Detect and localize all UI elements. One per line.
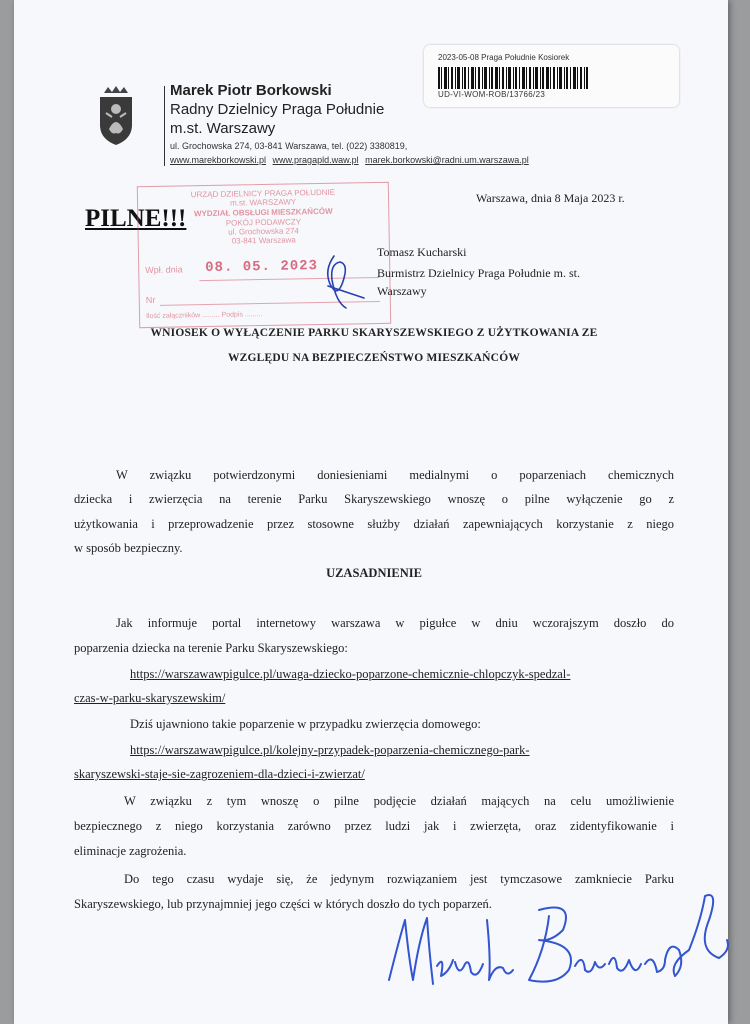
stamp-line: WYDZIAŁ OBSŁUGI MIESZKAŃCÓW xyxy=(193,206,333,219)
barcode-icon xyxy=(438,67,588,89)
paragraph-line: użytkowania i przeprowadzenie przez stosowne służby działań zapewniających korzystanie z niego xyxy=(74,517,674,531)
paragraph-line: w sposób bezpieczny. xyxy=(74,541,183,555)
paragraph-line: poparzenia dziecka na terenie Parku Skaryszewskiego: xyxy=(74,641,348,655)
section-heading: UZASADNIENIE xyxy=(326,566,422,580)
header-divider xyxy=(164,86,165,166)
subject-line1: WNIOSEK O WYŁĄCZENIE PARKU SKARYSZEWSKIEGO Z UŻYTKOWANIA ZE xyxy=(150,327,598,339)
subject-line2: WZGLĘDU NA BEZPIECZEŃSTWO MIESZKAŃCÓW xyxy=(227,352,521,364)
recipient-name: Tomasz Kucharski xyxy=(377,245,467,259)
paragraph-line: Jak informuje portal internetowy warszawa w pigułce w dniu wczorajszym doszło do xyxy=(116,616,674,630)
date-line: Warszawa, dnia 8 Maja 2023 r. xyxy=(476,191,625,205)
stamp-line: m.st. WARSZAWY xyxy=(229,197,297,208)
recipient-title: Burmistrz Dzielnicy Praga Południe m. st. xyxy=(377,266,580,280)
paragraph-line: W związku z tym wnoszę o pilne podjęcie działań mających na celu umożliwienie xyxy=(124,794,674,808)
email-link[interactable]: marek.borkowski@radni.um.warszawa.pl xyxy=(365,155,529,165)
stamp-date: 08. 05. 2023 xyxy=(205,258,319,277)
article-link-1[interactable]: https://warszawawpigulce.pl/uwaga-dziecko-poparzone-chemicznie-chlopczyk-spedzal- xyxy=(130,667,571,681)
stamp-line: URZĄD DZIELNICY PRAGA POŁUDNIE xyxy=(190,187,336,200)
registration-number: UD-VI-WOM-ROB/13766/23 xyxy=(438,90,546,99)
urgent-label: PILNE!!! xyxy=(85,205,187,232)
paragraph-line: bezpiecznego z niego korzystania zarówno przez ludzi jak i zwierzęta, oraz zidentyfikowanie i xyxy=(74,819,674,833)
paragraph-line: eliminacje zagrożenia. xyxy=(74,844,187,858)
stamp-footer: Ilość załączników ......... Podpis ......... xyxy=(145,311,263,321)
paragraph-line: W związku potwierdzonymi doniesieniami medialnymi o poparzeniach chemicznych xyxy=(116,468,674,482)
stamp-line: POKÓJ PODAWCZY xyxy=(225,217,302,228)
website-link[interactable]: www.marekborkowski.pl xyxy=(170,155,267,165)
paragraph-line: Skaryszewskiego, lub przynajmniej jego części w których doszło do tych poparzeń. xyxy=(74,897,492,911)
registration-sticker xyxy=(424,45,679,107)
warsaw-coat-of-arms-icon xyxy=(94,85,138,147)
article-link-2-cont[interactable]: skaryszewski-staje-sie-zagrozeniem-dla-dzieci-i-zwierzat/ xyxy=(74,767,365,781)
article-link-1-cont[interactable]: czas-w-parku-skaryszewskim/ xyxy=(74,691,226,705)
sender-address: ul. Grochowska 274, 03-841 Warszawa, tel. (022) 3380819, xyxy=(170,141,408,151)
stamp-received-label: Wpł. dnia xyxy=(145,264,183,276)
sticker-info: 2023-05-08 Praga Południe Kosiorek xyxy=(438,53,570,62)
article-link-2[interactable]: https://warszawawpigulce.pl/kolejny-przypadek-poparzenia-chemicznego-park- xyxy=(130,743,530,757)
sender-name: Marek Piotr Borkowski xyxy=(170,82,332,99)
handwritten-signature xyxy=(379,880,749,1000)
website-link[interactable]: www.pragapld.waw.pl xyxy=(272,155,359,165)
recipient-title-cont: Warszawy xyxy=(377,284,427,298)
stamp-line: ul. Grochowska 274 xyxy=(228,226,300,237)
paragraph-line: Do tego czasu wydaje się, że jedynym rozwiązaniem jest tymczasowe zamkniecie Parku xyxy=(124,872,674,886)
initials-scribble xyxy=(310,250,380,310)
stamp-number-label: Nr xyxy=(145,294,156,306)
sender-title-line1: Radny Dzielnicy Praga Południe xyxy=(170,101,385,118)
paragraph-line: dziecka i zwierzęcia na terenie Parku Skaryszewskiego wnoszę o pilne wyłączenie go z xyxy=(74,492,674,506)
paragraph-line: Dziś ujawniono takie poparzenie w przypadku zwierzęcia domowego: xyxy=(130,717,481,731)
document-page xyxy=(14,0,728,1024)
sender-title-line2: m.st. Warszawy xyxy=(170,120,276,137)
stamp-line: 03-841 Warszawa xyxy=(231,235,296,246)
sender-links xyxy=(170,155,533,165)
